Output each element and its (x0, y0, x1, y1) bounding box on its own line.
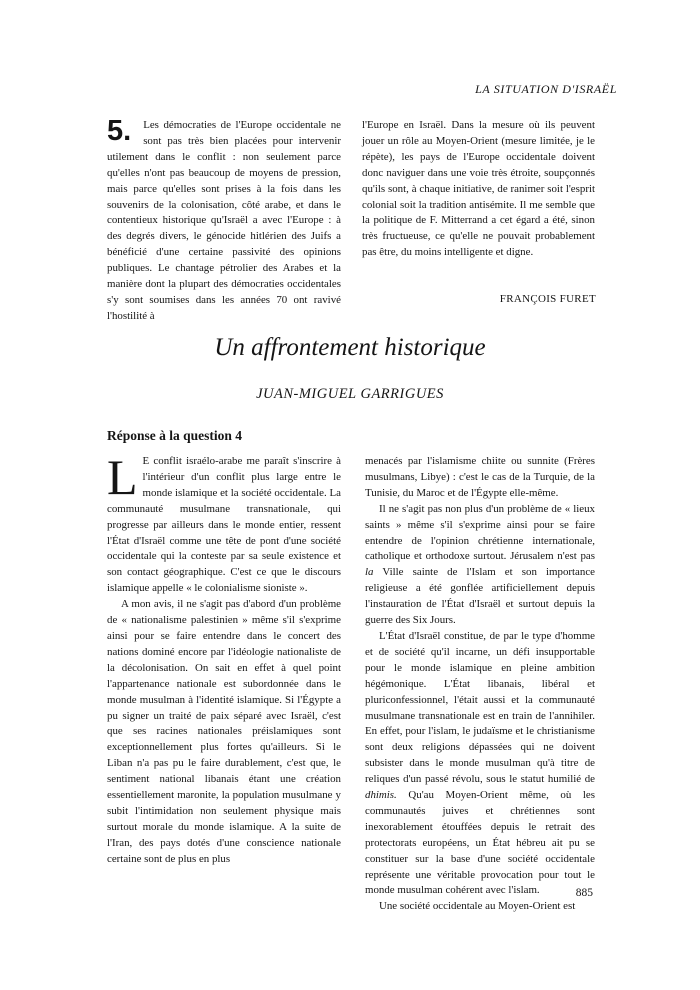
paragraph: A mon avis, il ne s'agit pas d'abord d'un problème de « nationalisme palestinien » même s'il s'exprime ainsi pour se faire entendre dans le concert des nations dominé encore par l'idéologie nationaliste de la décolonisation. On sait en effet à quel point l'appartenance nationale est subordonnée dans le monde musulman à l'identité islamique. Si l'Égypte a pu signer un traité de paix séparé avec Israël, c'est que ses racines nationales préislamiques sont exceptionnellement plus fortes qu'ailleurs. Si le Liban n'a pas pu le faire durablement, c'est que, le sentiment national libanais étant une création essentiellement maronite, la population musulmane y subit l'intimidation non seulement physique mais surtout morale du monde islamique. A la suite de l'Iran, des pays dotés d'une conscience nationale certaine sont de plus en plus (107, 598, 341, 865)
running-head: LA SITUATION D'ISRAËL (475, 82, 617, 96)
article-author: JUAN-MIGUEL GARRIGUES (256, 386, 444, 402)
paragraph (365, 629, 595, 899)
previous-article-left-column (107, 115, 341, 325)
author-signature: FRANÇOIS FURET (499, 293, 596, 305)
emphasis: dhimis. (365, 789, 397, 802)
question-number: 5. (107, 115, 132, 147)
paragraph: Une société occidentale au Moyen-Orient est (379, 900, 576, 913)
paragraph (107, 449, 341, 597)
drop-cap: L (107, 449, 138, 505)
article-left-column (107, 449, 341, 868)
paragraph-text: L'État d'Israël constitue, de par le type d'homme et de société qu'il incarne, un défi insupportable pour le monde islamique en pleine ambition hégémonique. L'État libanais, libéral et pluriconfessionnel, l'était aussi et la communauté musulmane transnationale est en train de l'annihiler. En effet, pour l'islam, le judaïsme et le christianisme sont deux religions dépassées qui ne doivent subsister dans le monde musulman qu'à titre de reliques d'un passé révolu, sous le statut humilié de (365, 629, 595, 786)
paragraph-text: Qu'au Moyen-Orient même, où les communautés juives et chrétiennes sont inexorablement étouffées depuis le retrait des protectorats européens, un État hébreu ait pu se constituer sur la base d'une société occidentale représente une véritable provocation pour tout le monde musulman cohérent avec l'islam. (365, 789, 595, 897)
page-number: 885 (575, 887, 593, 899)
paragraph-text: Ville sainte de l'Islam et son importance religieuse a été gonflée artificiellement depuis l'instauration de l'État d'Israël et surtout depuis la guerre des Six Jours. (365, 566, 595, 627)
previous-article-right-column (362, 118, 595, 261)
article-right-column (365, 454, 595, 915)
paragraph: menacés par l'islamisme chiite ou sunnite (Frères musulmans, Libye) : c'est le cas de la Turquie, de la Tunisie, du Maroc et de l'Égypte elle-même. (365, 455, 595, 499)
previous-article-left-text: Les démocraties de l'Europe occidentale ne sont pas très bien placées pour intervenir utilement dans le conflit : non seulement parce qu'elles n'ont pas beaucoup de moyens de pression, mais parce qu'elles sont prises à la fois dans les souvenirs de la colonisation, côté arabe, et dans le contentieux historique qu'Israël a avec l'Europe : à des degrés divers, le génocide hitlérien des Juifs a bénéficié d'une certaine passivité des opinions publiques. Le chantage pétrolier des Arabes et la manière dont la plupart des démocraties occidentales s'y sont soumises dans les années 70 ont ravivé l'hostilité à (107, 119, 341, 322)
emphasis: la (365, 566, 374, 579)
section-subheading: Réponse à la question 4 (107, 428, 243, 443)
previous-article-right-text: l'Europe en Israël. Dans la mesure où ils peuvent jouer un rôle au Moyen-Orient (mesure limitée, je le répète), les pays de l'Europe occidentale doivent donc naviguer dans une voie très étroite, soupçonnés qu'ils sont, à chaque initiative, de ranimer soit l'esprit colonial soit la tradition antisémite. Il me semble que la politique de F. Mitterrand a cet égard a été, sinon très fructueuse, ce qu'elle ne pouvait probablement pas être, du moins intelligente et digne. (362, 119, 595, 259)
article-title: Un affrontement historique (214, 334, 486, 361)
paragraph (365, 502, 595, 629)
paragraph-text: Il ne s'agit pas non plus d'un problème de « lieux saints » même s'il s'exprime ainsi pour se faire entendre de l'opinion chrétienne internationale, catholique et orthodoxe surtout. Jérusalem n'est pas (365, 502, 595, 563)
paragraph-text: E conflit israélo-arabe me paraît s'inscrire à l'intérieur d'un conflit plus large entre le monde islamique et la société occidentale. La communauté musulmane transnationale, qui progresse par ailleurs dans le monde entier, ressent l'État d'Israël comme une tête de pont d'une société occidentale qui la conteste par sa seule existence et son contact géographique. C'est ce que le discours islamique appelle « le colonialisme sioniste ». (107, 455, 341, 595)
